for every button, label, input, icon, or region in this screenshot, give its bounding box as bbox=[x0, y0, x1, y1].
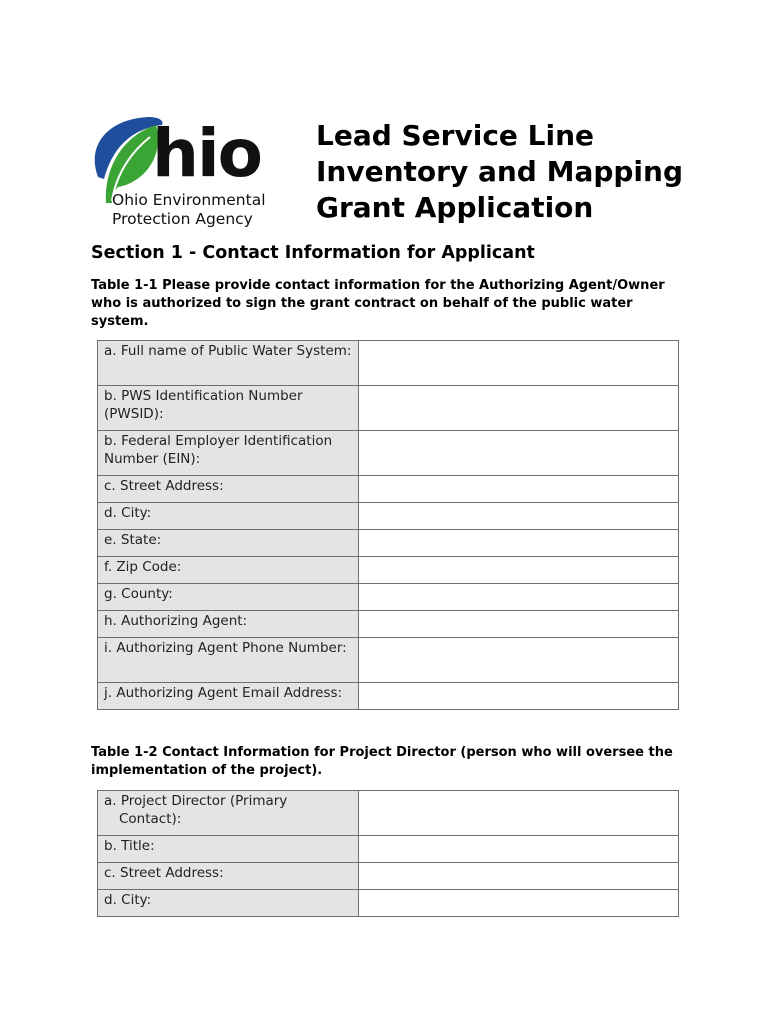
zip-code-input-cell[interactable] bbox=[359, 557, 679, 584]
state-input-cell[interactable] bbox=[359, 530, 679, 557]
project-director-input-cell[interactable] bbox=[359, 791, 679, 836]
authorizing-agent-input-cell[interactable] bbox=[359, 611, 679, 638]
table-row bbox=[98, 890, 679, 917]
table-row bbox=[98, 431, 679, 476]
table2-caption: Table 1-2 Contact Information for Project Director (person who will oversee the implementation of the project). bbox=[91, 745, 673, 778]
logo-agency-line1: Ohio Environmental bbox=[112, 191, 266, 209]
city-input-cell[interactable] bbox=[359, 503, 679, 530]
field-label: e. State: bbox=[98, 530, 359, 557]
document-title-line1: Lead Service Line bbox=[316, 119, 595, 152]
table-row bbox=[98, 476, 679, 503]
pwsid-input-cell[interactable] bbox=[359, 386, 679, 431]
table-row bbox=[98, 863, 679, 890]
field-label: i. Authorizing Agent Phone Number: bbox=[98, 638, 359, 683]
street-address-input-cell[interactable] bbox=[359, 476, 679, 503]
table-row bbox=[98, 386, 679, 431]
agent-email-input-cell[interactable] bbox=[359, 683, 679, 710]
field-label: b. Title: bbox=[98, 836, 359, 863]
table-row bbox=[98, 611, 679, 638]
field-label: h. Authorizing Agent: bbox=[98, 611, 359, 638]
document-title-line3: Grant Application bbox=[316, 191, 594, 224]
table-row bbox=[98, 557, 679, 584]
field-label: j. Authorizing Agent Email Address: bbox=[98, 683, 359, 710]
table-row bbox=[98, 341, 679, 386]
table-row bbox=[98, 503, 679, 530]
ohio-epa-logo bbox=[90, 115, 290, 230]
field-label: b. PWS Identification Number (PWSID): bbox=[98, 386, 359, 431]
document-title-line2: Inventory and Mapping bbox=[316, 155, 683, 188]
director-street-address-input-cell[interactable] bbox=[359, 863, 679, 890]
logo-agency-line2: Protection Agency bbox=[112, 210, 253, 228]
table-row bbox=[98, 683, 679, 710]
director-city-input-cell[interactable] bbox=[359, 890, 679, 917]
ein-input-cell[interactable] bbox=[359, 431, 679, 476]
table-row bbox=[98, 638, 679, 683]
table-row bbox=[98, 584, 679, 611]
logo-agency-name bbox=[112, 191, 266, 229]
field-label: a. Full name of Public Water System: bbox=[98, 341, 359, 386]
table-row bbox=[98, 530, 679, 557]
logo-wordmark: hio bbox=[152, 115, 261, 192]
document-title bbox=[316, 118, 756, 226]
section-heading: Section 1 - Contact Information for Applicant bbox=[91, 243, 535, 263]
field-label-text: a. Project Director (Primary Contact): bbox=[104, 793, 288, 827]
field-label: d. City: bbox=[98, 890, 359, 917]
field-label: c. Street Address: bbox=[98, 863, 359, 890]
agent-phone-input-cell[interactable] bbox=[359, 638, 679, 683]
table1-caption: Table 1-1 Please provide contact information for the Authorizing Agent/Owner who is authorized to sign the grant contract on behalf of the public water system. bbox=[91, 278, 665, 329]
title-input-cell[interactable] bbox=[359, 836, 679, 863]
field-label: c. Street Address: bbox=[98, 476, 359, 503]
applicant-contact-table bbox=[97, 340, 679, 710]
field-label: b. Federal Employer Identification Number (EIN): bbox=[98, 431, 359, 476]
county-input-cell[interactable] bbox=[359, 584, 679, 611]
field-label: g. County: bbox=[98, 584, 359, 611]
field-label: d. City: bbox=[98, 503, 359, 530]
field-label: f. Zip Code: bbox=[98, 557, 359, 584]
field-label bbox=[98, 791, 359, 836]
table-row bbox=[98, 791, 679, 836]
pws-name-input-cell[interactable] bbox=[359, 341, 679, 386]
table-row bbox=[98, 836, 679, 863]
project-director-table bbox=[97, 790, 679, 917]
